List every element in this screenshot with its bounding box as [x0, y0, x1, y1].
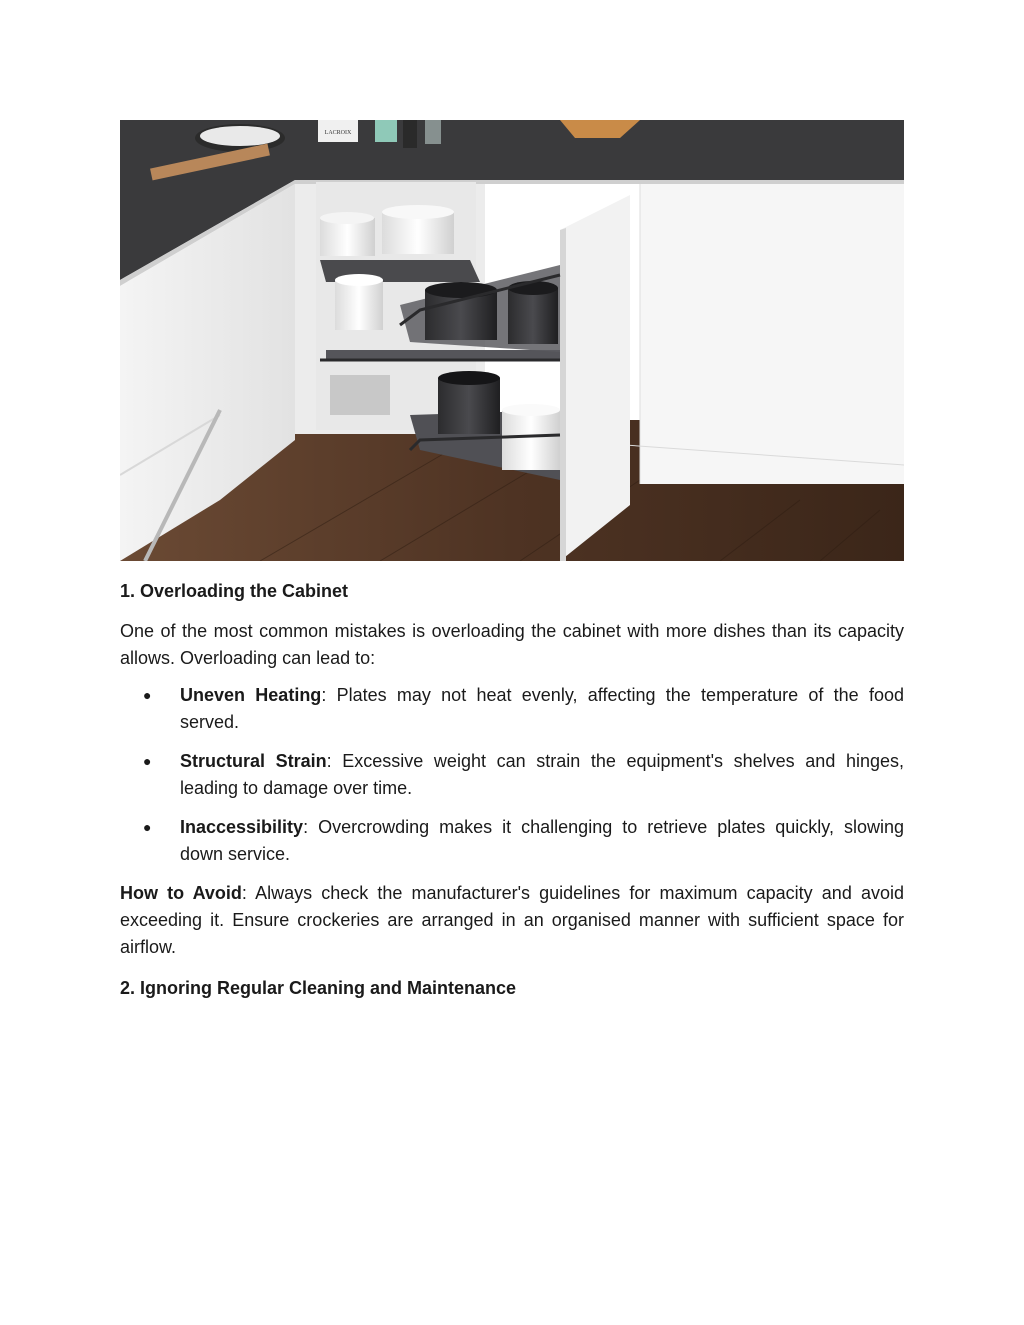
- bullet-icon: ●: [143, 819, 152, 835]
- list-item-text: : Excessive weight can strain the equipment's shelves and hinges, leading to damage over time.: [180, 751, 904, 798]
- how-to-avoid-paragraph: [120, 880, 904, 961]
- list-item-term: Structural Strain: [180, 751, 327, 771]
- list-item-term: Uneven Heating: [180, 685, 322, 705]
- kitchen-corner-cabinet-photo: [120, 120, 904, 561]
- bullet-icon: ●: [143, 687, 152, 703]
- article-body: [120, 577, 904, 1002]
- list-item-text: : Plates may not heat evenly, affecting the temperature of the food served.: [180, 685, 905, 732]
- bottle-label: LACROIX: [324, 130, 352, 136]
- bullet-icon: ●: [143, 753, 152, 769]
- list-item-text: : Overcrowding makes it challenging to retrieve plates quickly, slowing down service.: [180, 817, 904, 864]
- list-item: [120, 682, 904, 736]
- section-heading-cleaning: 2. Ignoring Regular Cleaning and Maintenance: [120, 978, 517, 998]
- how-to-avoid-text: : Always check the manufacturer's guidelines for maximum capacity and avoid exceeding it. Ensure crockeries are arranged in an organised manner with sufficient space for airflow.: [120, 883, 904, 957]
- consequences-list: [120, 682, 904, 868]
- how-to-avoid-term: How to Avoid: [120, 883, 242, 903]
- list-item-term: Inaccessibility: [180, 817, 304, 837]
- section-heading-overloading: 1. Overloading the Cabinet: [120, 581, 349, 601]
- list-item: [120, 814, 904, 868]
- intro-paragraph: One of the most common mistakes is overloading the cabinet with more dishes than its capacity allows. Overloading can lead to:: [120, 621, 904, 668]
- list-item: [120, 748, 904, 802]
